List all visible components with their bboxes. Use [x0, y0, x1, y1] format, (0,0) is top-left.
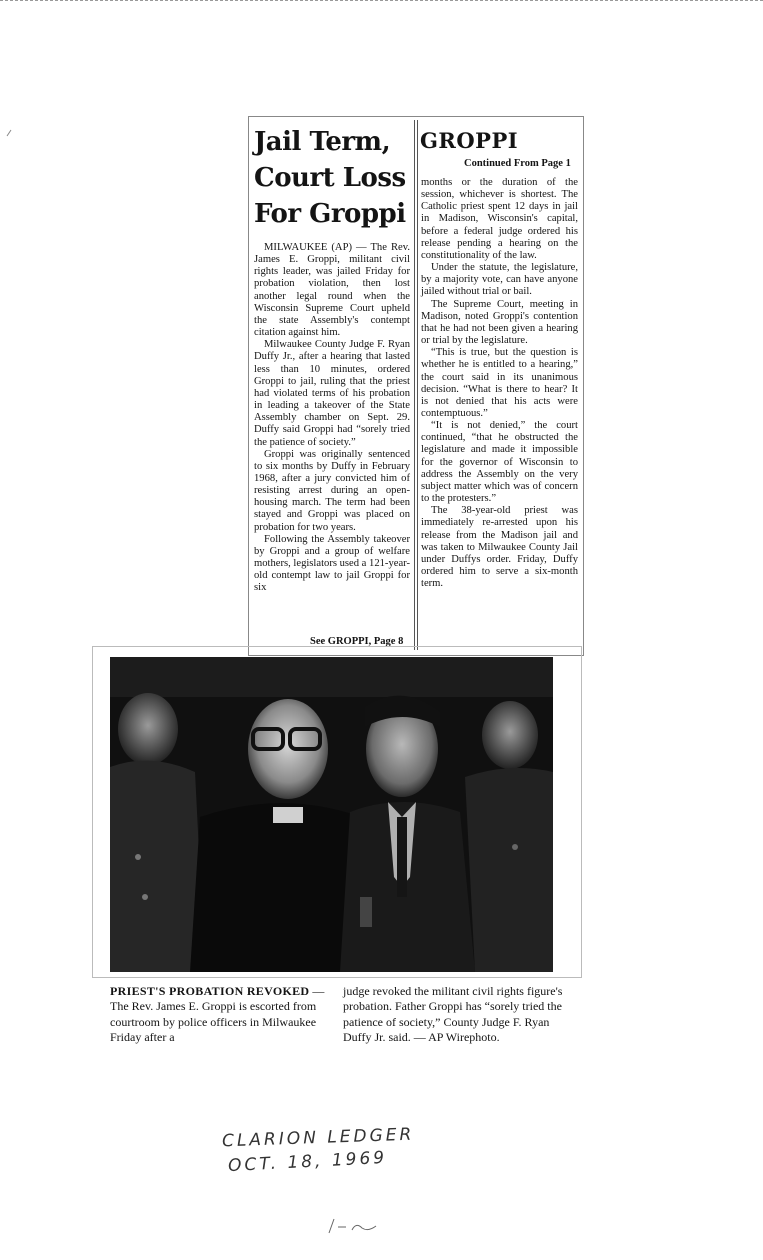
- paragraph: Following the Assembly takeover by Groppi and a group of welfare mothers, legislators used a 121-year-old contempt law to jail Groppi for six: [254, 533, 410, 594]
- paragraph: MILWAUKEE (AP) — The Rev. James E. Groppi, militant civil rights leader, was jailed Friday for probation violation, then lost another legal round when the Wisconsin Supreme Court upheld the state Assembly's contempt citation against him.: [254, 242, 410, 339]
- headline-line-1: Jail Term,: [254, 127, 391, 157]
- photo-caption-right: [343, 984, 565, 1046]
- caption-text-continued: judge revoked the militant civil rights figure's probation. Father Groppi has “sorely tried the patience of society,” County Judge F. Ryan Duffy Jr. said. — AP Wirephoto.: [343, 984, 563, 1045]
- continued-headline: GROPPI: [420, 128, 519, 153]
- paragraph: Groppi was originally sentenced to six months by Duffy in February 1968, after a jury convicted him of resisting arrest during an open-housing march. The term had been stayed and Groppi was placed on probation for two years.: [254, 448, 410, 533]
- news-photo: [110, 657, 553, 972]
- pencil-mark: [326, 1218, 386, 1234]
- paragraph: “This is true, but the question is whether he is entitled to a hearing,” the court said in its unanimous decision. “What is there to hear? It is not denied that his acts were contemptuous.”: [421, 347, 578, 419]
- paragraph: months or the duration of the session, whichever is shortest. The Catholic priest spent 12 days in jail in Madison, Wisconsin's capital, before a federal judge ordered his release pending a hearing on the constitutionality of the law.: [421, 177, 578, 261]
- headline-line-3: For Groppi: [254, 199, 406, 229]
- paragraph: “It is not denied,” the court continued, “that he obstructed the legislature and made it impossible for the governor of Wisconsin to address the Assembly on the very subject matter which was of concern to the protesters.”: [421, 420, 578, 505]
- scan-dashed-edge: [0, 0, 763, 1]
- headline-line-2: Court Loss: [254, 163, 406, 193]
- column-divider-double: [417, 120, 418, 650]
- caption-heading: PRIEST'S PROBATION REVOKED: [110, 984, 310, 998]
- margin-mark: [6, 122, 12, 130]
- article-column-2: [421, 177, 578, 590]
- paragraph: The Supreme Court, meeting in Madison, noted Groppi's contention that he had not been given a hearing or trial by the legislature.: [421, 298, 578, 347]
- headline: [254, 124, 414, 232]
- paragraph: The 38-year-old priest was immediately re-arrested upon his release from the Madison jail and was taken to Milwaukee County Jail under Duffys order. Friday, Duffy ordered him to serve a six-month term.: [421, 505, 578, 590]
- article-column-1: [254, 242, 410, 595]
- continued-from-line: Continued From Page 1: [464, 158, 571, 169]
- paragraph: Under the statute, the legislature, by a majority vote, can have anyone jailed without trial or bail.: [421, 262, 578, 298]
- handwritten-source: CLARION LEDGER: [221, 1124, 415, 1152]
- news-photo-image: [110, 657, 553, 972]
- paragraph: Milwaukee County Judge F. Ryan Duffy Jr., after a hearing that lasted less than 10 minutes, ordered Groppi to jail, ruling that the priest had violated terms of his probation in leading a takeover of the State Assembly chamber on Sept. 29. Duffy said Groppi had “sorely tried the patience of society.”: [254, 339, 410, 448]
- handwritten-date: OCT. 18, 1969: [227, 1147, 388, 1177]
- see-also-jump: See GROPPI, Page 8: [310, 636, 404, 647]
- column-divider: [414, 120, 415, 650]
- photo-caption-left: [110, 984, 326, 1046]
- caption-text: — The Rev. James E. Groppi is escorted from courtroom by police officers in Milwaukee Friday after a: [110, 984, 325, 1045]
